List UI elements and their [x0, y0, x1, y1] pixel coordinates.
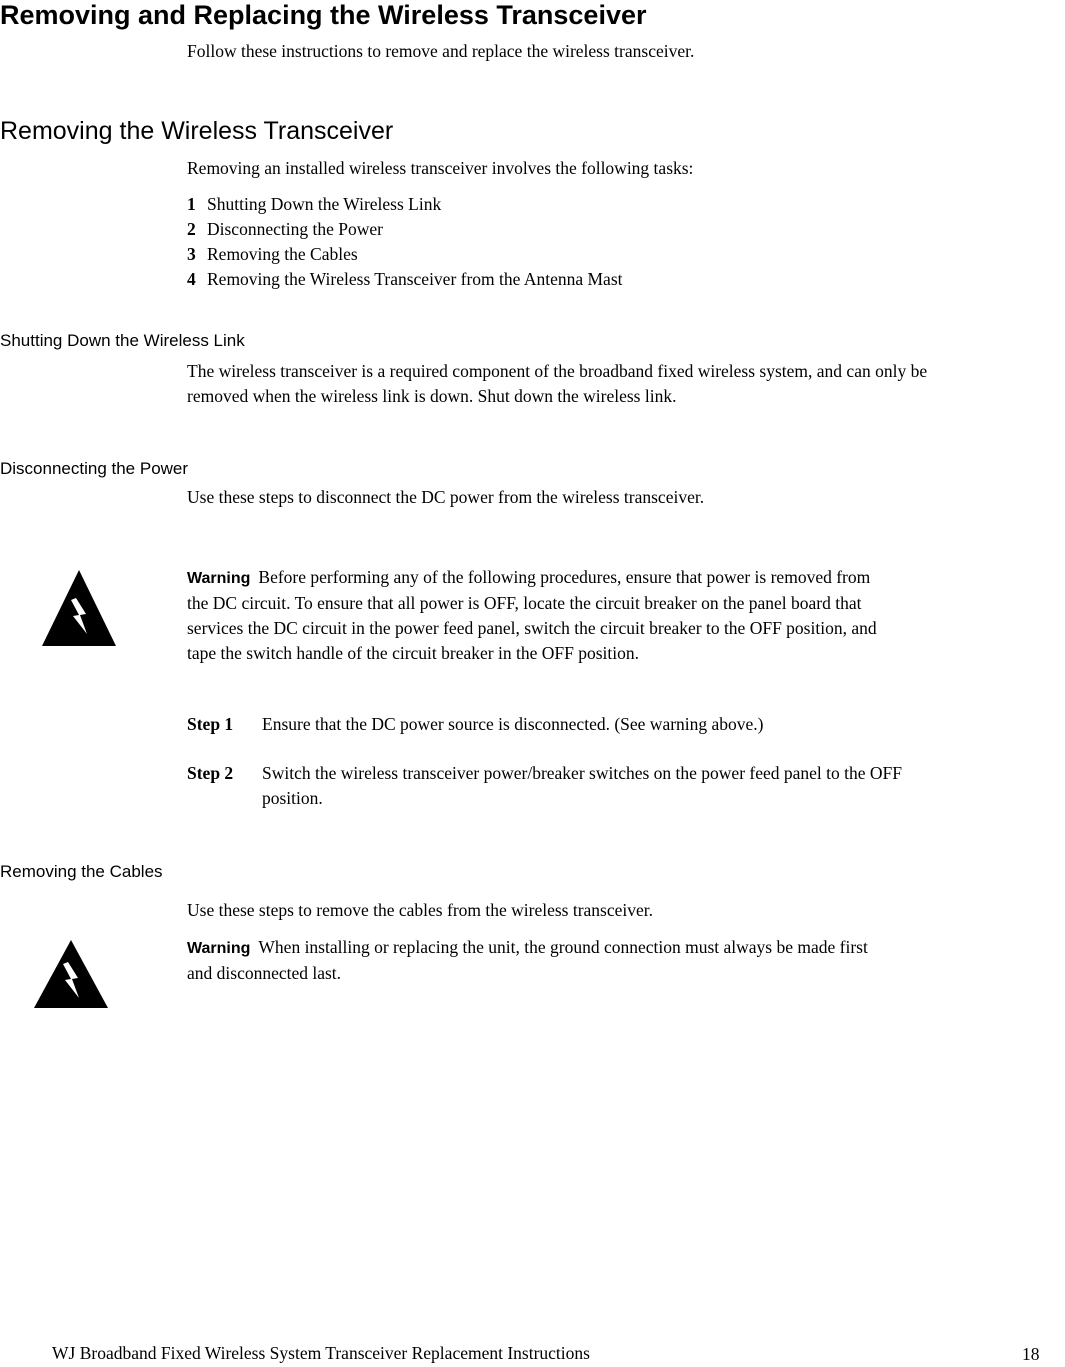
footer-text: WJ Broadband Fixed Wireless System Transceiver Replacement Instructions — [52, 1343, 590, 1363]
list-item: 1 Shutting Down the Wireless Link — [187, 194, 442, 214]
warning-icon — [40, 568, 118, 648]
warning-icon — [32, 938, 110, 1010]
shutdown-line-1: The wireless transceiver is a required component of the broadband fixed wireless system, and can only be — [187, 361, 928, 381]
power-heading: Disconnecting the Power — [0, 459, 189, 478]
section-intro: Removing an installed wireless transceiver involves the following tasks: — [187, 158, 694, 178]
page-title: Removing and Replacing the Wireless Transceiver — [0, 0, 647, 30]
list-item: 2 Disconnecting the Power — [187, 219, 383, 239]
page-intro: Follow these instructions to remove and replace the wireless transceiver. — [187, 41, 695, 61]
cables-warning: Warning When installing or replacing the unit, the ground connection must always be made first and disconnected last. — [187, 937, 868, 983]
shutdown-heading: Shutting Down the Wireless Link — [0, 331, 245, 350]
warning-label: Warning — [187, 570, 251, 587]
cables-heading: Removing the Cables — [0, 862, 163, 881]
cables-intro: Use these steps to remove the cables from the wireless transceiver. — [187, 900, 654, 920]
list-item: 3 Removing the Cables — [187, 244, 358, 264]
shutdown-line-2: removed when the wireless link is down. Shut down the wireless link. — [187, 386, 677, 406]
list-item: 4 Removing the Wireless Transceiver from the Antenna Mast — [187, 269, 623, 289]
warning-label: Warning — [187, 940, 251, 957]
step-2: Step 2 Switch the wireless transceiver power/breaker switches on the power feed panel to the OFF position. — [187, 763, 903, 808]
page-number: 18 — [1022, 1344, 1040, 1364]
power-intro: Use these steps to disconnect the DC power from the wireless transceiver. — [187, 487, 705, 507]
power-warning: Warning Before performing any of the following procedures, ensure that power is removed from the DC circuit. To ensure that all power is OFF, locate the circuit breaker on the panel board that services the DC circuit in the power feed panel, switch the circuit breaker to the OFF position, and tape the switch handle of the circuit breaker in the OFF position. — [187, 567, 877, 663]
step-1: Step 1 Ensure that the DC power source is disconnected. (See warning above.) — [187, 714, 764, 734]
task-list — [187, 192, 623, 292]
section-heading: Removing the Wireless Transceiver — [0, 117, 394, 145]
